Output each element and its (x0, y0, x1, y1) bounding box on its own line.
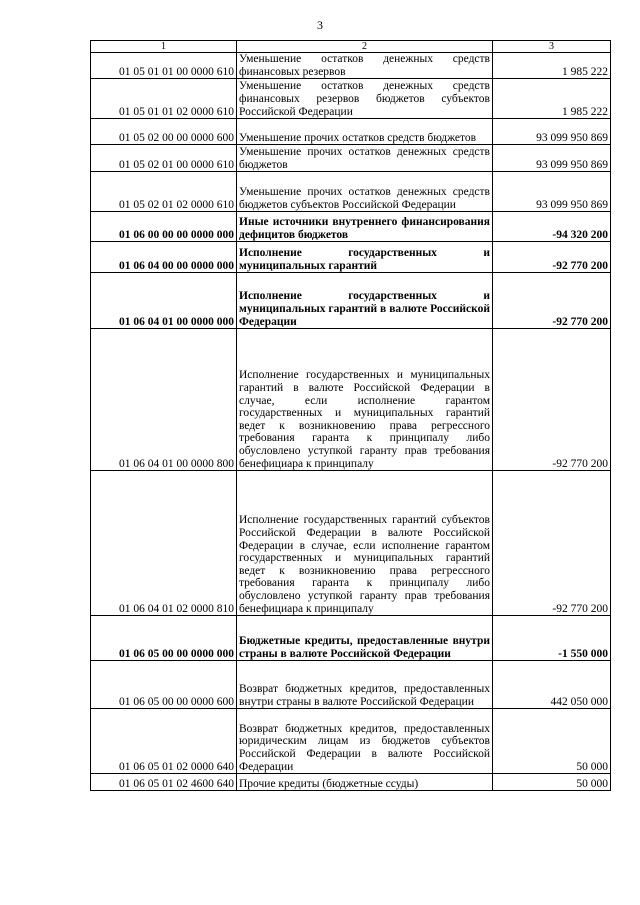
row-code: 01 06 05 00 00 0000 000 (91, 616, 237, 661)
row-code: 01 05 01 01 00 0000 610 (91, 53, 237, 79)
table-row (91, 212, 611, 242)
column-header-description: 2 (237, 41, 493, 53)
row-amount: 50 000 (493, 709, 611, 774)
row-amount: 93 099 950 869 (493, 145, 611, 172)
row-amount: -94 320 200 (493, 212, 611, 242)
table-row (91, 53, 611, 79)
row-code: 01 06 04 01 02 0000 810 (91, 471, 237, 616)
row-amount: -92 770 200 (493, 329, 611, 471)
row-description: Исполнение государственных и муниципальных гарантий (237, 242, 493, 273)
row-description: Уменьшение прочих остатков средств бюджетов (237, 119, 493, 145)
table-row (91, 709, 611, 774)
row-description: Уменьшение прочих остатков денежных средств бюджетов субъектов Российской Федерации (237, 172, 493, 212)
row-description: Уменьшение остатков денежных средств финансовых резервов бюджетов субъектов Российской Федерации (237, 79, 493, 119)
row-code: 01 06 04 01 00 0000 800 (91, 329, 237, 471)
row-description: Возврат бюджетных кредитов, предоставленных внутри страны в валюте Российской Федерации (237, 661, 493, 709)
row-description: Уменьшение прочих остатков денежных средств бюджетов (237, 145, 493, 172)
row-code: 01 05 01 01 02 0000 610 (91, 79, 237, 119)
row-amount: -92 770 200 (493, 242, 611, 273)
table-row (91, 172, 611, 212)
table-row (91, 79, 611, 119)
row-code: 01 05 02 00 00 0000 600 (91, 119, 237, 145)
row-description: Прочие кредиты (бюджетные ссуды) (237, 774, 493, 791)
table-row (91, 616, 611, 661)
row-code: 01 06 04 01 00 0000 000 (91, 273, 237, 329)
row-description: Иные источники внутреннего финансирования дефицитов бюджетов (237, 212, 493, 242)
row-amount: 442 050 000 (493, 661, 611, 709)
row-amount: -92 770 200 (493, 471, 611, 616)
table-row (91, 273, 611, 329)
column-header-amount: 3 (493, 41, 611, 53)
row-code: 01 05 02 01 02 0000 610 (91, 172, 237, 212)
row-code: 01 06 05 01 02 4600 640 (91, 774, 237, 791)
row-description: Возврат бюджетных кредитов, предоставленных юридическим лицам из бюджетов субъектов Российской Федерации в валюте Российской Федерации (237, 709, 493, 774)
page-number: 3 (317, 18, 323, 32)
table-row (91, 774, 611, 791)
table-row (91, 242, 611, 273)
row-amount: 1 985 222 (493, 79, 611, 119)
row-description: Исполнение государственных гарантий субъектов Российской Федерации в валюте Российской Федерации в случае, если исполнение гарантом государственных и муниципальных гарантий ведет к возникновению права регрессного требования гаранта к принципалу либо обусловлено уступкой гаранту прав требования бенефициара к принципалу (237, 471, 493, 616)
row-amount: -92 770 200 (493, 273, 611, 329)
row-description: Исполнение государственных и муниципальных гарантий в валюте Российской Федерации в случае, если исполнение гарантом государственных и муниципальных гарантий ведет к возникновению права регрессного требования гаранта к принципалу либо обусловлено уступкой гаранту прав требования бенефициара к принципалу (237, 329, 493, 471)
table-row (91, 119, 611, 145)
column-header-code: 1 (91, 41, 237, 53)
row-amount: -1 550 000 (493, 616, 611, 661)
row-code: 01 06 05 01 02 0000 640 (91, 709, 237, 774)
table-header-row (91, 41, 611, 53)
table-row (91, 471, 611, 616)
row-code: 01 06 05 00 00 0000 600 (91, 661, 237, 709)
row-description: Уменьшение остатков денежных средств финансовых резервов (237, 53, 493, 79)
row-amount: 1 985 222 (493, 53, 611, 79)
row-description: Бюджетные кредиты, предоставленные внутри страны в валюте Российской Федерации (237, 616, 493, 661)
row-code: 01 06 04 00 00 0000 000 (91, 242, 237, 273)
row-description: Исполнение государственных и муниципальных гарантий в валюте Российской Федерации (237, 273, 493, 329)
budget-sources-table (90, 40, 611, 791)
row-amount: 50 000 (493, 774, 611, 791)
table-row (91, 145, 611, 172)
row-code: 01 06 00 00 00 0000 000 (91, 212, 237, 242)
row-amount: 93 099 950 869 (493, 119, 611, 145)
row-amount: 93 099 950 869 (493, 172, 611, 212)
row-code: 01 05 02 01 00 0000 610 (91, 145, 237, 172)
table-row (91, 329, 611, 471)
table-row (91, 661, 611, 709)
